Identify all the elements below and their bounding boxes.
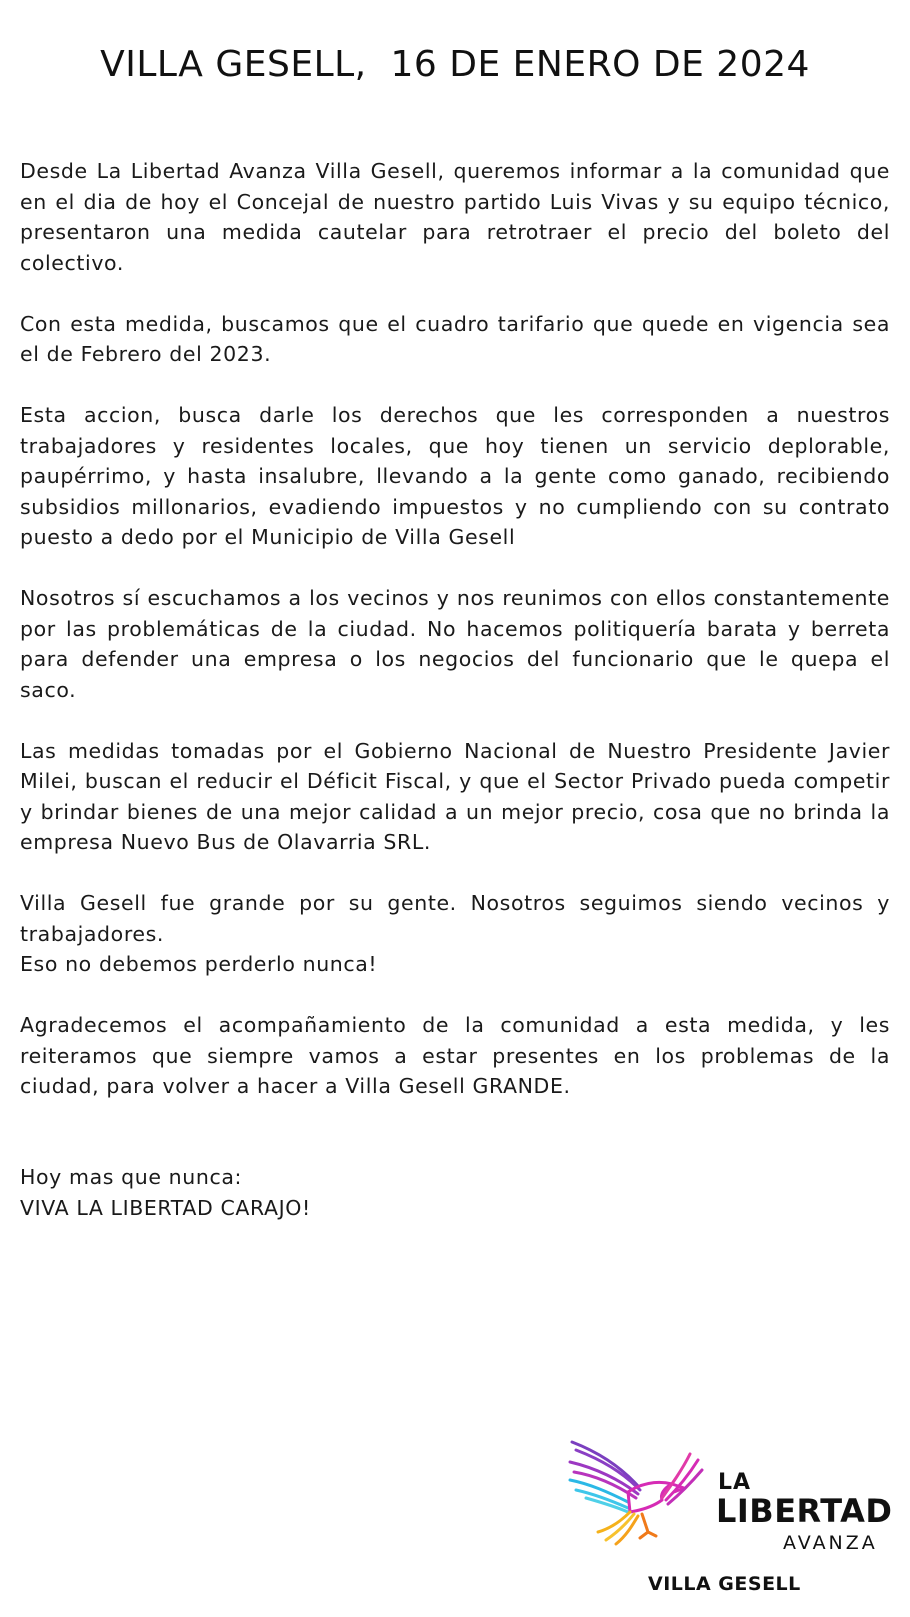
closing-slogan: VIVA LA LIBERTAD CARAJO! [20, 1195, 311, 1220]
paragraph-action: Esta accion, busca darle los derechos que les corresponden a nuestros trabajadores y residentes locales, que hoy tienen un servicio deplorable, paupérrimo, y hasta insalubre, llevando a la gente como ganado, recibiendo subsidios millonarios, evadiendo impuestos y no cumpliendo con su contrato puesto a dedo por el Municipio de Villa Gesell [20, 403, 890, 549]
paragraph-intro: Desde La Libertad Avanza Villa Gesell, queremos informar a la comunidad que en el dia de hoy el Concejal de nuestro partido Luis Vivas y su equipo técnico, presentaron una medida cautelar para retrotraer el precio del boleto del colectivo. [20, 159, 890, 275]
spacer [20, 1132, 890, 1162]
logo-city-label: VILLA GESELL [648, 1573, 801, 1595]
paragraph-never-lose: Eso no debemos perderlo nunca! [20, 952, 378, 976]
page-title: VILLA GESELL, 16 DE ENERO DE 2024 [100, 44, 810, 85]
paragraph-people: Villa Gesell fue grande por su gente. Nosotros seguimos siendo vecinos y trabajadores. [20, 891, 890, 946]
paragraph-government: Las medidas tomadas por el Gobierno Nacional de Nuestro Presidente Javier Milei, buscan el reducir el Déficit Fiscal, y que el Sector Privado pueda competir y brindar bienes de una mejor calidad a un mejor precio, cosa que no brinda la empresa Nuevo Bus de Olavarria SRL. [20, 738, 890, 854]
logo-text-avanza: AVANZA [783, 1532, 878, 1554]
closing-line: Hoy mas que nunca: [20, 1165, 242, 1189]
party-logo [568, 1440, 893, 1600]
eagle-icon [568, 1440, 708, 1550]
letter-body [20, 156, 890, 1254]
logo-text-la: LA [718, 1470, 752, 1495]
paragraph-neighbors: Nosotros sí escuchamos a los vecinos y nos reunimos con ellos constantemente por las problemáticas de la ciudad. No hacemos politiquería barata y berreta para defender una empresa o los negocios del funcionario que le quepa el saco. [20, 586, 890, 702]
paragraph-thanks: Agradecemos el acompañamiento de la comunidad a esta medida, y les reiteramos que siempre vamos a estar presentes en los problemas de la ciudad, para volver a hacer a Villa Gesell GRANDE. [20, 1013, 890, 1098]
logo-text-libertad: LIBERTAD [716, 1492, 893, 1530]
paragraph-tariff: Con esta medida, buscamos que el cuadro tarifario que quede en vigencia sea el de Febrero del 2023. [20, 311, 890, 366]
